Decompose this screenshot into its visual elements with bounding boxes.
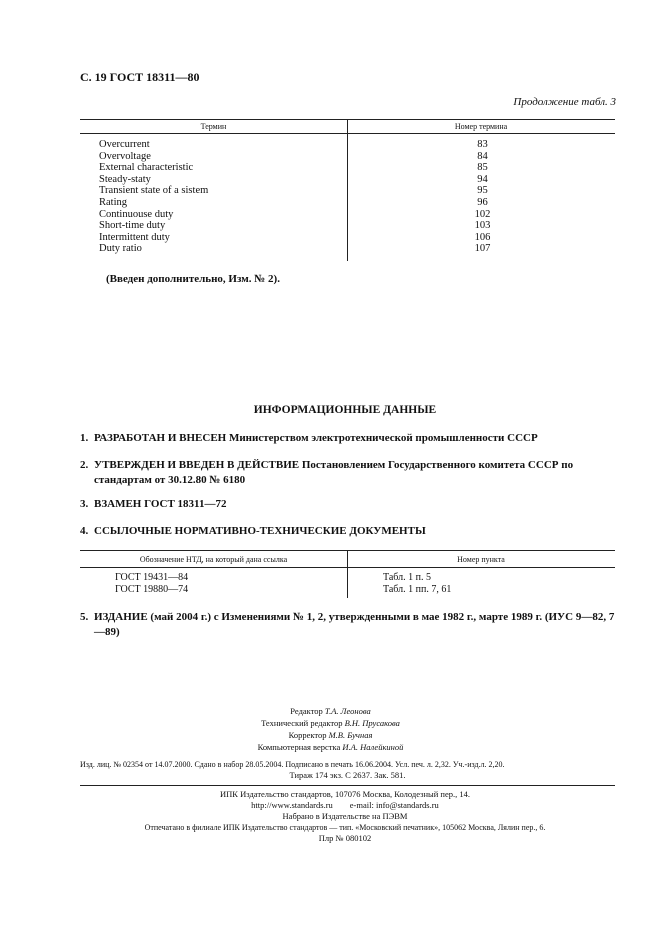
- item-number: 3.: [80, 498, 89, 510]
- credit-name: И.А. Налейкиной: [342, 742, 404, 752]
- term-cell: Transient state of a sistem: [99, 185, 209, 196]
- number-cell: 96: [477, 197, 488, 208]
- item-cell: Табл. 1 п. 5: [383, 572, 431, 583]
- credit-role: Корректор: [288, 730, 327, 740]
- item-number: 1.: [80, 432, 89, 444]
- imprint-line-1: Изд. лиц. № 02354 от 14.07.2000. Сдано в набор 28.05.2004. Подписано в печать 16.06.2004. Усл. печ. л. 2,32. Уч.-изд.л. 2,20.: [80, 760, 505, 769]
- term-cell: Short-time duty: [99, 220, 166, 231]
- table-row: [80, 220, 615, 232]
- item-cell: Табл. 1 пп. 7, 61: [383, 584, 452, 595]
- term-cell: Overvoltage: [99, 151, 151, 162]
- info-item: [80, 458, 620, 488]
- item-number: 5.: [80, 611, 89, 623]
- item-number: 4.: [80, 525, 89, 537]
- imprint-rule: [80, 785, 615, 786]
- term-cell: Rating: [99, 197, 127, 208]
- info-item: [80, 431, 620, 446]
- number-cell: 102: [474, 209, 491, 220]
- number-cell: 83: [477, 139, 488, 150]
- term-cell: Overcurrent: [99, 139, 150, 150]
- printer-line: Отпечатано в филиале ИПК Издательство стандартов — тип. «Московский печатник», 105062 Москва, Лялин пер., 6.: [144, 823, 546, 832]
- term-cell: Intermittent duty: [99, 232, 170, 243]
- license-line: Плр № 080102: [318, 833, 372, 843]
- amendment-note: (Введен дополнительно, Изм. № 2).: [106, 273, 280, 285]
- column-header-doc: Обозначение НТД, на который дана ссылка: [139, 555, 288, 564]
- info-item: [80, 524, 620, 539]
- credit-line: [0, 741, 661, 753]
- info-section-title: ИНФОРМАЦИОННЫЕ ДАННЫЕ: [253, 404, 437, 416]
- item-text: ИЗДАНИЕ (май 2004 г.) с Изменениями № 1, 2, утвержденными в мае 1982 г., марте 1989 г. (ИУС 9—82, 7—89): [94, 611, 615, 638]
- terms-table: [80, 119, 615, 261]
- page-header: С. 19 ГОСТ 18311—80: [80, 70, 200, 84]
- publisher-web-line: http://www.standards.ru e-mail: info@standards.ru: [251, 800, 439, 810]
- item-text: ССЫЛОЧНЫЕ НОРМАТИВНО-ТЕХНИЧЕСКИЕ ДОКУМЕНТЫ: [94, 525, 426, 537]
- column-header-term: Термин: [200, 122, 227, 131]
- item-text: ВЗАМЕН ГОСТ 18311—72: [94, 498, 227, 510]
- item-text: РАЗРАБОТАН И ВНЕСЕН Министерством электротехнической промышленности СССР: [94, 432, 538, 444]
- credit-name: Т.А. Леонова: [324, 706, 371, 716]
- term-cell: Continuouse duty: [99, 209, 174, 220]
- column-header-number: Номер термина: [454, 122, 508, 131]
- publisher-line: ИПК Издательство стандартов, 107076 Москва, Колодезный пер., 14.: [220, 789, 470, 799]
- number-cell: 107: [474, 243, 491, 254]
- number-cell: 85: [477, 162, 488, 173]
- number-cell: 84: [477, 151, 488, 162]
- credit-line: [0, 717, 661, 729]
- credit-name: М.В. Бучная: [328, 730, 373, 740]
- doc-cell: ГОСТ 19431—84: [115, 572, 189, 583]
- credit-role: Технический редактор: [261, 718, 343, 728]
- number-cell: 94: [477, 174, 488, 185]
- credit-line: [0, 729, 661, 741]
- credit-line: [0, 705, 661, 717]
- item-text: УТВЕРЖДЕН И ВВЕДЕН В ДЕЙСТВИЕ Постановлением Государственного комитета СССР по стандартам от 30.12.80 № 6180: [94, 459, 574, 486]
- term-cell: Steady-staty: [99, 174, 151, 185]
- table-row: [80, 197, 615, 209]
- term-cell: External characteristic: [99, 162, 194, 173]
- credit-role: Редактор: [290, 706, 323, 716]
- number-cell: 95: [477, 185, 488, 196]
- term-cell: Duty ratio: [99, 243, 142, 254]
- item-number: 2.: [80, 459, 89, 471]
- info-item: [80, 497, 620, 512]
- table-row: [80, 243, 615, 255]
- publisher-line: Набрано в Издательстве на ПЭВМ: [282, 811, 408, 821]
- number-cell: 106: [474, 232, 491, 243]
- doc-cell: ГОСТ 19880—74: [115, 584, 189, 595]
- table-row: [80, 139, 615, 151]
- table-row: [80, 185, 615, 197]
- credit-role: Компьютерная верстка: [257, 742, 341, 752]
- table-continuation-label: Продолжение табл. 3: [513, 96, 616, 108]
- info-item: [80, 610, 620, 640]
- table-row: [80, 162, 615, 174]
- credits: [0, 705, 661, 753]
- referenced-documents-table: [80, 550, 615, 598]
- imprint-line-2: Тираж 174 экз. С 2637. Зак. 581.: [289, 770, 406, 780]
- column-header-item: Номер пункта: [457, 555, 505, 564]
- number-cell: 103: [474, 220, 491, 231]
- credit-name: В.Н. Прусакова: [344, 718, 400, 728]
